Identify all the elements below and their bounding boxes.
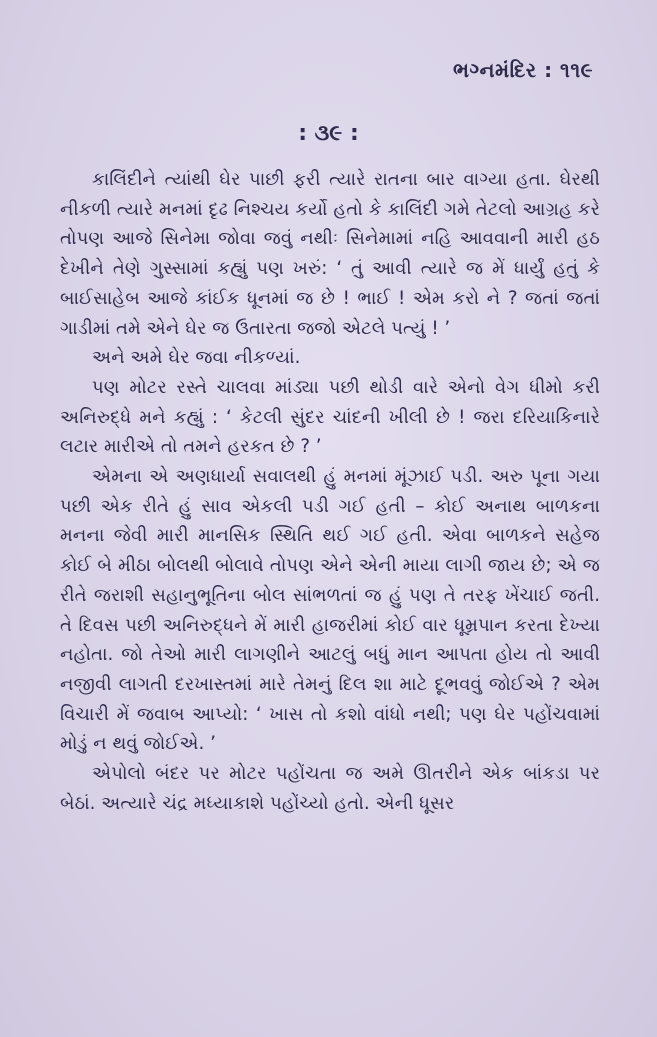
running-header: ભગ્નમંદિર : ૧૧૯ (452, 58, 593, 82)
body-text (60, 165, 600, 818)
chapter-number: : ૩૯ : (298, 121, 359, 146)
paragraph: અને અમે ઘેર જવા નીકળ્યાં. (92, 347, 301, 369)
paragraph: એમના એ અણધાર્યા સવાલથી હું મનમાં મૂંઝાઈ પડી. અરુ પૂના ગયા પછી એક રીતે હું સાવ એકલી પડી ગઈ હતી – કોઈ અનાથ બાળકના મનના જેવી મારી માનસિક સ્થિતિ થઈ ગઈ હતી. એવા બાળકને સહેજ કોઈ બે મીઠા બોલથી બોલાવે તોપણ એને એની માયા લાગી જાય છે; એ જ રીતે જરાશી સહાનુભૂતિના બોલ સાંભળતાં જ હું પણ તે તરફ ખેંચાઈ જતી. તે દિવસ પછી અનિરુદ્ધને મેં મારી હાજરીમાં કોઈ વાર ધૂમ્રપાન કરતા દેખ્યા નહોતા. જો તેઓ મારી લાગણીને આટલું બધું માન આપતા હોય તો આવી નજીવી લાગતી દરખાસ્તમાં મારે તેમનું દિલ શા માટે દૂભવવું જોઈએ ? એમ વિચારી મેં જવાબ આપ્યો: ‘ ખાસ તો કશો વાંધો નથી; પણ ઘેર પહોંચવામાં મોડું ન થવું જોઈએ. ’ (60, 466, 600, 755)
paragraph: કાલિંદીને ત્યાંથી ઘેર પાછી ફરી ત્યારે રાતના બાર વાગ્યા હતા. ઘેરથી નીકળી ત્યારે મનમાં દૃઢ નિશ્ચય કર્યો હતો કે કાલિંદી ગમે તેટલો આગ્રહ કરે તોપણ આજે સિનેમા જોવા જવું નથીઃ સિનેમામાં નહિ આવવાની મારી હઠ દેખીને તેણે ગુસ્સામાં કહ્યું પણ ખરું: ‘ તું આવી ત્યારે જ મેં ધાર્યું હતું કે બાઈસાહેબ આજે કાંઈક ધૂનમાં જ છે ! ભાઈ ! એમ કરો ને ? જતાં જતાં ગાડીમાં તમે એને ઘેર જ ઉતારતા જજો એટલે પત્યું ! ’ (60, 169, 600, 339)
paragraph: પણ મોટર રસ્તે ચાલવા માંડ્યા પછી થોડી વારે એનો વેગ ધીમો કરી અનિરુદ્ધે મને કહ્યું : ‘ કેટલી સુંદર ચાંદની ખીલી છે ! જરા દરિયાકિનારે લટાર મારીએ તો તમને હરકત છે ? ’ (60, 376, 600, 458)
paragraph: એપોલો બંદર પર મોટર પહોંચતા જ અમે ઊતરીને એક બાંકડા પર બેઠાં. અત્યારે ચંદ્ર મધ્યાકાશે પહોંચ્યો હતો. એની ધૂસર (60, 763, 600, 814)
